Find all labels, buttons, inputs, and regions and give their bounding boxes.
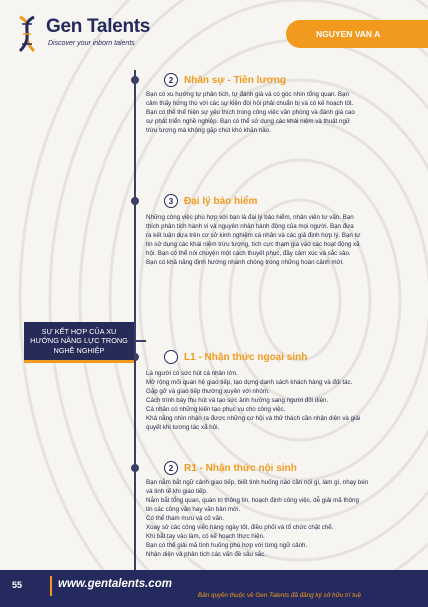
section-number: 3 [164, 194, 178, 208]
page-number: 55 [12, 580, 23, 590]
section-title: Nhân sự - Tiền lương [184, 74, 286, 86]
body-line: Là người có sức hút cá nhân lớn. [146, 370, 238, 377]
timeline-dot [131, 76, 139, 84]
section-heading [164, 350, 307, 364]
body-line: Mở rộng mối quan hệ giao tiếp, tạo dựng danh sách khách hàng và đối tác. [146, 378, 353, 386]
body-line: Bạn có thể giải mã tình huống phù hợp với từng ngữ cảnh. [146, 541, 308, 549]
body-line: quyết khi tương tác xã hội. [146, 423, 220, 431]
dna-icon [12, 15, 42, 53]
summary-accent-bar [24, 360, 134, 363]
body-line: Bạn có khả năng định hướng nhanh chóng trong những hoàn cảnh mới. [146, 258, 344, 266]
body-line: Nắm bắt tổng quan, quản trị thông tin, hoạch định công việc, dễ giải mã thông [146, 496, 359, 504]
summary-label: SỰ KẾT HỢP CỦA XU HƯỚNG NĂNG LỰC TRONG NGHỀ NGHIỆP [24, 322, 134, 360]
section-body [146, 479, 421, 560]
section-body [146, 370, 421, 433]
body-line: Cách trình bày thu hút và tạo sức ảnh hưởng sang người đối diện. [146, 396, 329, 404]
timeline-dot [131, 464, 139, 472]
footer-divider [50, 576, 52, 596]
copyright-notice: Bản quyền thuộc về Gen Talents đã đăng ký sở hữu trí tuệ [198, 592, 361, 599]
body-line: ra kết luận dựa trên cơ sở kinh nghiệm cá nhân và các giả định hợp lý. Bạn tự [146, 231, 361, 239]
section-title: L1 - Nhận thức ngoại sinh [184, 351, 308, 363]
section-heading [164, 461, 297, 475]
body-line: sự phát triển nghề nghiệp. Bạn có thể sử dụng các khái niệm và thuật ngữ [146, 117, 351, 125]
section-number: 2 [164, 73, 178, 87]
website-link[interactable]: www.gentalents.com [58, 578, 172, 590]
body-line: tin các công văn hay văn bản mới. [146, 505, 241, 513]
body-line: Bạn có xu hướng tự phân tích, tự đánh giá và có góc nhìn tổng quan. Bạn [146, 91, 349, 98]
section-heading [164, 73, 286, 87]
body-line: tin sử dụng các khái niệm trừu tượng, tích cực tham gia vào các hoạt động xã [146, 240, 360, 248]
body-line: thích phân tích hành vi và nguyên nhân hành động của mọi người. Bạn đưa [146, 222, 354, 230]
body-line: Cá nhân có những kiến tạo phục vụ cho công việc. [146, 405, 286, 413]
timeline-connector [134, 340, 146, 342]
brand-logo [10, 13, 160, 57]
body-line: cảm thấy hứng thú với các sự kiện đòi hỏi phải chuẩn bị và có kế hoạch tốt. [146, 99, 354, 107]
body-line: Gặp gỡ và giao tiếp thường xuyên với nhóm. [146, 387, 270, 395]
body-line: Nhận diện và phân tích các vấn đề sâu sắc. [146, 550, 267, 558]
body-line: Bạn nắm bắt ngữ cảnh giao tiếp, biết tình huống nào cần nói gì, làm gì, nhạy bén [146, 479, 369, 486]
timeline-line [134, 70, 136, 570]
section-title: R1 - Nhận thức nội sinh [184, 462, 297, 474]
body-line: Khi bắt tay vào làm, có kế hoạch thực hiện. [146, 532, 265, 540]
body-line: Có thể tham mưu và cố vấn. [146, 514, 225, 522]
section-body [146, 91, 421, 136]
section-number [164, 350, 178, 364]
body-line: Bạn có thể thể hiện sự yêu thích trong công việc văn phòng và đánh giá cao [146, 108, 355, 116]
section-number: 2 [164, 461, 178, 475]
section-body [146, 214, 421, 268]
body-line: Khả năng nhìn nhận ra được những cơ hội và thử thách cần nhận diện và giải [146, 414, 361, 422]
brand-tagline: Discover your inborn talents [48, 40, 135, 47]
section-heading [164, 194, 257, 208]
timeline-dot [131, 197, 139, 205]
body-line: và tinh tế khi giao tiếp. [146, 487, 208, 495]
body-line: hội. Bạn có thể nói chuyện một cách thuyết phục, đầy cảm xúc và sắc sảo. [146, 249, 351, 257]
body-line: Những công việc phù hợp với bạn là đại lý bảo hiểm, nhân viên tư vấn. Bạn [146, 214, 354, 221]
section-title: Đại lý bảo hiểm [184, 195, 258, 207]
body-line: trừu tượng mà không gặp chút khó khăn nào. [146, 126, 271, 134]
user-name-tab: NGUYEN VAN A [286, 20, 428, 48]
body-line: Xoay sở các công việc hàng ngày tốt, điều phối và tổ chức chặt chẽ. [146, 523, 334, 531]
page-footer [0, 570, 428, 607]
brand-name: Gen Talents [46, 16, 151, 37]
